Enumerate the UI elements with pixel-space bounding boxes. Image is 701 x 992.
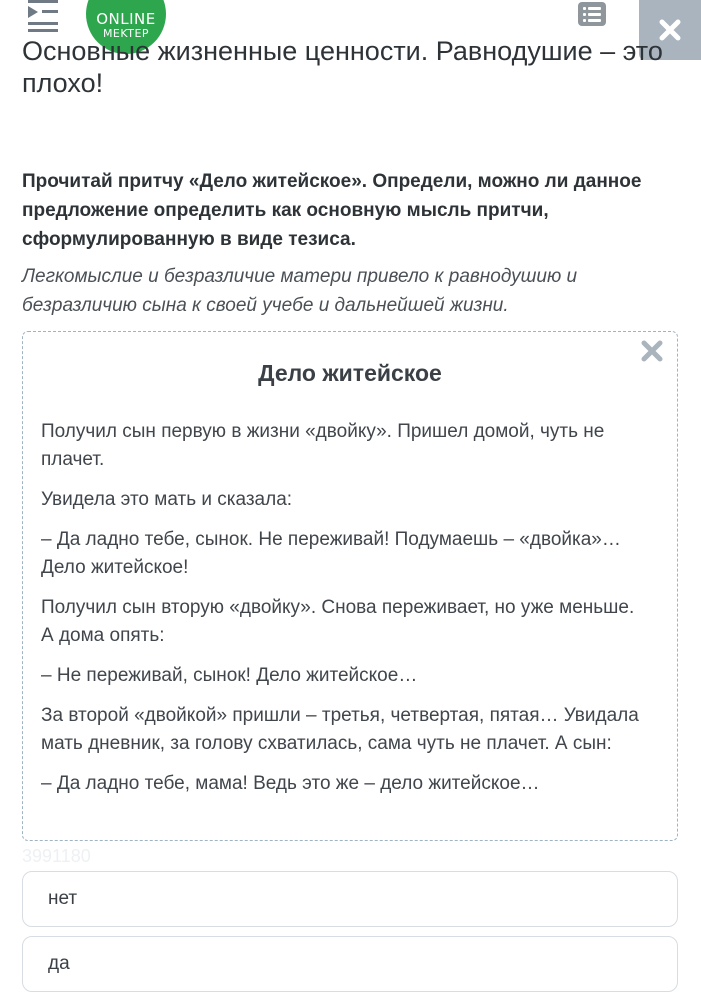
parable-title: Дело житейское [258, 360, 442, 386]
parable-paragraph: За второй «двойкой» пришли – третья, четвертая, пятая… Увидала мать дневник, за голову схватилась, сама чуть не плачет. А сын: [41, 705, 639, 754]
parable-paragraph: Получил сын первую в жизни «двойку». Пришел домой, чуть не плачет. [41, 421, 605, 470]
answer-option-no[interactable]: нет [22, 871, 678, 927]
parable-paragraph: – Не переживай, сынок! Дело житейское… [41, 665, 418, 686]
page-title-line1: Основные жизненные ценности. Равнодушие – это [22, 36, 663, 66]
question-id: 3991180 [22, 846, 91, 866]
page-title [22, 36, 672, 98]
task-question: Прочитай притчу «Дело житейское». Определи, можно ли данное предложение определить как основную мысль притчи, сформулированную в виде тезиса. [22, 171, 642, 250]
logo-text-line1: ONLINE [96, 9, 156, 28]
task-statement: Легкомыслие и безразличие матери привело к равнодушию и безразличию сына к своей учебе и дальнейшей жизни. [22, 266, 578, 316]
logo-text-line2: MEKTEP [102, 26, 150, 40]
parable-paragraph: – Да ладно тебе, сынок. Не переживай! Подумаешь – «двойка»… Дело житейское! [41, 529, 621, 578]
parable-paragraph: Получил сын вторую «двойку». Снова переживает, но уже меньше. А дома опять: [41, 597, 635, 646]
parable-text [41, 418, 641, 810]
parable-paragraph: Увидела это мать и сказала: [41, 489, 293, 510]
menu-collapse-icon[interactable] [24, 0, 64, 34]
parable-card [22, 331, 678, 841]
answer-option-yes[interactable]: да [22, 936, 678, 992]
page-title-line2: плохо! [22, 68, 104, 98]
card-close-icon[interactable] [641, 340, 663, 362]
list-icon[interactable] [578, 2, 606, 26]
parable-paragraph: – Да ладно тебе, мама! Ведь это же – дело житейское… [41, 773, 540, 794]
